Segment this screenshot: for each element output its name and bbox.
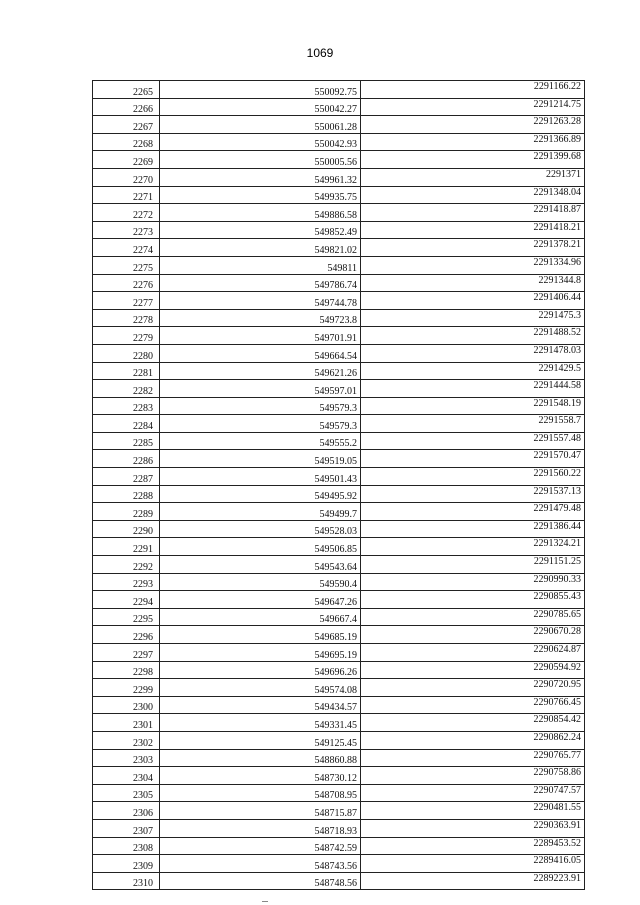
point-number-cell: 2280 xyxy=(93,344,160,362)
x-coordinate-cell: 549125.45 xyxy=(160,731,361,749)
x-coordinate-cell: 549495.92 xyxy=(160,485,361,503)
point-number-cell: 2276 xyxy=(93,274,160,292)
point-number-cell: 2302 xyxy=(93,731,160,749)
x-coordinate-cell: 548718.93 xyxy=(160,819,361,837)
y-coordinate-cell: 2291344.8 xyxy=(361,274,585,292)
y-coordinate-cell: 2290785.65 xyxy=(361,608,585,626)
y-coordinate-cell: 2290765.77 xyxy=(361,749,585,767)
x-coordinate-cell: 549555.2 xyxy=(160,432,361,450)
point-number-cell: 2299 xyxy=(93,679,160,697)
point-number-cell: 2289 xyxy=(93,503,160,521)
x-coordinate-cell: 549331.45 xyxy=(160,714,361,732)
x-coordinate-cell: 549886.58 xyxy=(160,204,361,222)
y-coordinate-cell: 2289223.91 xyxy=(361,872,585,890)
table-row xyxy=(93,256,585,274)
table-row xyxy=(93,872,585,890)
y-coordinate-cell: 2291371 xyxy=(361,168,585,186)
x-coordinate-cell: 549528.03 xyxy=(160,520,361,538)
point-number-cell: 2270 xyxy=(93,168,160,186)
page-number: 1069 xyxy=(306,46,334,60)
y-coordinate-cell: 2291560.22 xyxy=(361,468,585,486)
y-coordinate-cell: 2290624.87 xyxy=(361,644,585,662)
x-coordinate-cell: 549701.91 xyxy=(160,327,361,345)
table-row xyxy=(93,573,585,591)
table-row xyxy=(93,714,585,732)
point-number-cell: 2288 xyxy=(93,485,160,503)
x-coordinate-cell: 549579.3 xyxy=(160,415,361,433)
x-coordinate-cell: 549590.4 xyxy=(160,573,361,591)
x-coordinate-cell: 549667.4 xyxy=(160,608,361,626)
y-coordinate-cell: 2291263.28 xyxy=(361,116,585,134)
point-number-cell: 2274 xyxy=(93,239,160,257)
y-coordinate-cell: 2291537.13 xyxy=(361,485,585,503)
point-number-cell: 2275 xyxy=(93,256,160,274)
table-row xyxy=(93,81,585,99)
table-row xyxy=(93,802,585,820)
point-number-cell: 2298 xyxy=(93,661,160,679)
x-coordinate-cell: 549519.05 xyxy=(160,450,361,468)
point-number-cell: 2271 xyxy=(93,186,160,204)
table-row xyxy=(93,855,585,873)
point-number-cell: 2310 xyxy=(93,872,160,890)
point-number-cell: 2267 xyxy=(93,116,160,134)
table-row xyxy=(93,168,585,186)
table-row xyxy=(93,468,585,486)
point-number-cell: 2301 xyxy=(93,714,160,732)
y-coordinate-cell: 2291548.19 xyxy=(361,397,585,415)
coordinate-table xyxy=(92,80,585,890)
x-coordinate-cell: 549852.49 xyxy=(160,221,361,239)
x-coordinate-cell: 549744.78 xyxy=(160,292,361,310)
x-coordinate-cell: 549685.19 xyxy=(160,626,361,644)
point-number-cell: 2306 xyxy=(93,802,160,820)
table-row xyxy=(93,520,585,538)
point-number-cell: 2279 xyxy=(93,327,160,345)
table-row xyxy=(93,432,585,450)
table-row xyxy=(93,837,585,855)
x-coordinate-cell: 548860.88 xyxy=(160,749,361,767)
x-coordinate-cell: 549597.01 xyxy=(160,380,361,398)
y-coordinate-cell: 2291488.52 xyxy=(361,327,585,345)
y-coordinate-cell: 2291429.5 xyxy=(361,362,585,380)
point-number-cell: 2265 xyxy=(93,81,160,99)
point-number-cell: 2294 xyxy=(93,591,160,609)
x-coordinate-cell: 549501.43 xyxy=(160,468,361,486)
x-coordinate-cell: 549574.08 xyxy=(160,679,361,697)
y-coordinate-cell: 2290363.91 xyxy=(361,819,585,837)
y-coordinate-cell: 2291166.22 xyxy=(361,81,585,99)
table-row xyxy=(93,133,585,151)
point-number-cell: 2292 xyxy=(93,556,160,574)
point-number-cell: 2300 xyxy=(93,696,160,714)
table-row xyxy=(93,239,585,257)
x-coordinate-cell: 550005.56 xyxy=(160,151,361,169)
point-number-cell: 2295 xyxy=(93,608,160,626)
table-row xyxy=(93,415,585,433)
y-coordinate-cell: 2291570.47 xyxy=(361,450,585,468)
table-row xyxy=(93,784,585,802)
x-coordinate-cell: 549543.64 xyxy=(160,556,361,574)
x-coordinate-cell: 549695.19 xyxy=(160,644,361,662)
point-number-cell: 2293 xyxy=(93,573,160,591)
x-coordinate-cell: 550092.75 xyxy=(160,81,361,99)
point-number-cell: 2307 xyxy=(93,819,160,837)
table-row xyxy=(93,608,585,626)
y-coordinate-cell: 2290720.95 xyxy=(361,679,585,697)
scan-artifact xyxy=(262,901,268,902)
x-coordinate-cell: 549811 xyxy=(160,256,361,274)
y-coordinate-cell: 2289416.05 xyxy=(361,855,585,873)
y-coordinate-cell: 2290481.55 xyxy=(361,802,585,820)
point-number-cell: 2305 xyxy=(93,784,160,802)
table-row xyxy=(93,344,585,362)
y-coordinate-cell: 2291418.21 xyxy=(361,221,585,239)
x-coordinate-cell: 548730.12 xyxy=(160,767,361,785)
table-row xyxy=(93,767,585,785)
x-coordinate-cell: 549506.85 xyxy=(160,538,361,556)
coordinate-table-body xyxy=(93,81,585,890)
x-coordinate-cell: 550042.27 xyxy=(160,98,361,116)
point-number-cell: 2308 xyxy=(93,837,160,855)
point-number-cell: 2285 xyxy=(93,432,160,450)
table-row xyxy=(93,485,585,503)
table-row xyxy=(93,679,585,697)
y-coordinate-cell: 2290855.43 xyxy=(361,591,585,609)
point-number-cell: 2273 xyxy=(93,221,160,239)
point-number-cell: 2266 xyxy=(93,98,160,116)
x-coordinate-cell: 549696.26 xyxy=(160,661,361,679)
y-coordinate-cell: 2290670.28 xyxy=(361,626,585,644)
point-number-cell: 2286 xyxy=(93,450,160,468)
table-row xyxy=(93,819,585,837)
table-row xyxy=(93,661,585,679)
table-row xyxy=(93,327,585,345)
y-coordinate-cell: 2291479.48 xyxy=(361,503,585,521)
point-number-cell: 2281 xyxy=(93,362,160,380)
y-coordinate-cell: 2291324.21 xyxy=(361,538,585,556)
x-coordinate-cell: 549579.3 xyxy=(160,397,361,415)
table-row xyxy=(93,397,585,415)
table-row xyxy=(93,626,585,644)
y-coordinate-cell: 2291151.25 xyxy=(361,556,585,574)
y-coordinate-cell: 2291348.04 xyxy=(361,186,585,204)
x-coordinate-cell: 549621.26 xyxy=(160,362,361,380)
point-number-cell: 2304 xyxy=(93,767,160,785)
x-coordinate-cell: 549961.32 xyxy=(160,168,361,186)
table-row xyxy=(93,309,585,327)
y-coordinate-cell: 2291406.44 xyxy=(361,292,585,310)
table-row xyxy=(93,221,585,239)
y-coordinate-cell: 2290758.86 xyxy=(361,767,585,785)
table-row xyxy=(93,749,585,767)
x-coordinate-cell: 548742.59 xyxy=(160,837,361,855)
y-coordinate-cell: 2289453.52 xyxy=(361,837,585,855)
table-row xyxy=(93,116,585,134)
x-coordinate-cell: 549935.75 xyxy=(160,186,361,204)
point-number-cell: 2290 xyxy=(93,520,160,538)
table-row xyxy=(93,204,585,222)
x-coordinate-cell: 549723.8 xyxy=(160,309,361,327)
y-coordinate-cell: 2291214.75 xyxy=(361,98,585,116)
point-number-cell: 2309 xyxy=(93,855,160,873)
table-row xyxy=(93,696,585,714)
point-number-cell: 2268 xyxy=(93,133,160,151)
table-row xyxy=(93,186,585,204)
y-coordinate-cell: 2291386.44 xyxy=(361,520,585,538)
y-coordinate-cell: 2291378.21 xyxy=(361,239,585,257)
y-coordinate-cell: 2290990.33 xyxy=(361,573,585,591)
x-coordinate-cell: 548748.56 xyxy=(160,872,361,890)
y-coordinate-cell: 2291334.96 xyxy=(361,256,585,274)
table-row xyxy=(93,556,585,574)
y-coordinate-cell: 2291399.68 xyxy=(361,151,585,169)
x-coordinate-cell: 549647.26 xyxy=(160,591,361,609)
table-row xyxy=(93,98,585,116)
table-row xyxy=(93,292,585,310)
table-row xyxy=(93,644,585,662)
point-number-cell: 2291 xyxy=(93,538,160,556)
table-row xyxy=(93,380,585,398)
table-row xyxy=(93,731,585,749)
y-coordinate-cell: 2290862.24 xyxy=(361,731,585,749)
y-coordinate-cell: 2291444.58 xyxy=(361,380,585,398)
table-row xyxy=(93,151,585,169)
x-coordinate-cell: 548743.56 xyxy=(160,855,361,873)
y-coordinate-cell: 2291478.03 xyxy=(361,344,585,362)
y-coordinate-cell: 2291366.89 xyxy=(361,133,585,151)
point-number-cell: 2287 xyxy=(93,468,160,486)
point-number-cell: 2296 xyxy=(93,626,160,644)
table-row xyxy=(93,450,585,468)
x-coordinate-cell: 549786.74 xyxy=(160,274,361,292)
x-coordinate-cell: 549499.7 xyxy=(160,503,361,521)
y-coordinate-cell: 2291418.87 xyxy=(361,204,585,222)
y-coordinate-cell: 2291475.3 xyxy=(361,309,585,327)
point-number-cell: 2282 xyxy=(93,380,160,398)
point-number-cell: 2272 xyxy=(93,204,160,222)
table-row xyxy=(93,362,585,380)
x-coordinate-cell: 549821.02 xyxy=(160,239,361,257)
table-row xyxy=(93,274,585,292)
point-number-cell: 2278 xyxy=(93,309,160,327)
table-row xyxy=(93,538,585,556)
y-coordinate-cell: 2291557.48 xyxy=(361,432,585,450)
point-number-cell: 2283 xyxy=(93,397,160,415)
y-coordinate-cell: 2290747.57 xyxy=(361,784,585,802)
y-coordinate-cell: 2291558.7 xyxy=(361,415,585,433)
x-coordinate-cell: 550061.28 xyxy=(160,116,361,134)
x-coordinate-cell: 549664.54 xyxy=(160,344,361,362)
table-row xyxy=(93,591,585,609)
y-coordinate-cell: 2290854.42 xyxy=(361,714,585,732)
x-coordinate-cell: 548715.87 xyxy=(160,802,361,820)
x-coordinate-cell: 550042.93 xyxy=(160,133,361,151)
x-coordinate-cell: 549434.57 xyxy=(160,696,361,714)
table-row xyxy=(93,503,585,521)
point-number-cell: 2303 xyxy=(93,749,160,767)
point-number-cell: 2277 xyxy=(93,292,160,310)
y-coordinate-cell: 2290766.45 xyxy=(361,696,585,714)
point-number-cell: 2297 xyxy=(93,644,160,662)
y-coordinate-cell: 2290594.92 xyxy=(361,661,585,679)
x-coordinate-cell: 548708.95 xyxy=(160,784,361,802)
point-number-cell: 2269 xyxy=(93,151,160,169)
point-number-cell: 2284 xyxy=(93,415,160,433)
